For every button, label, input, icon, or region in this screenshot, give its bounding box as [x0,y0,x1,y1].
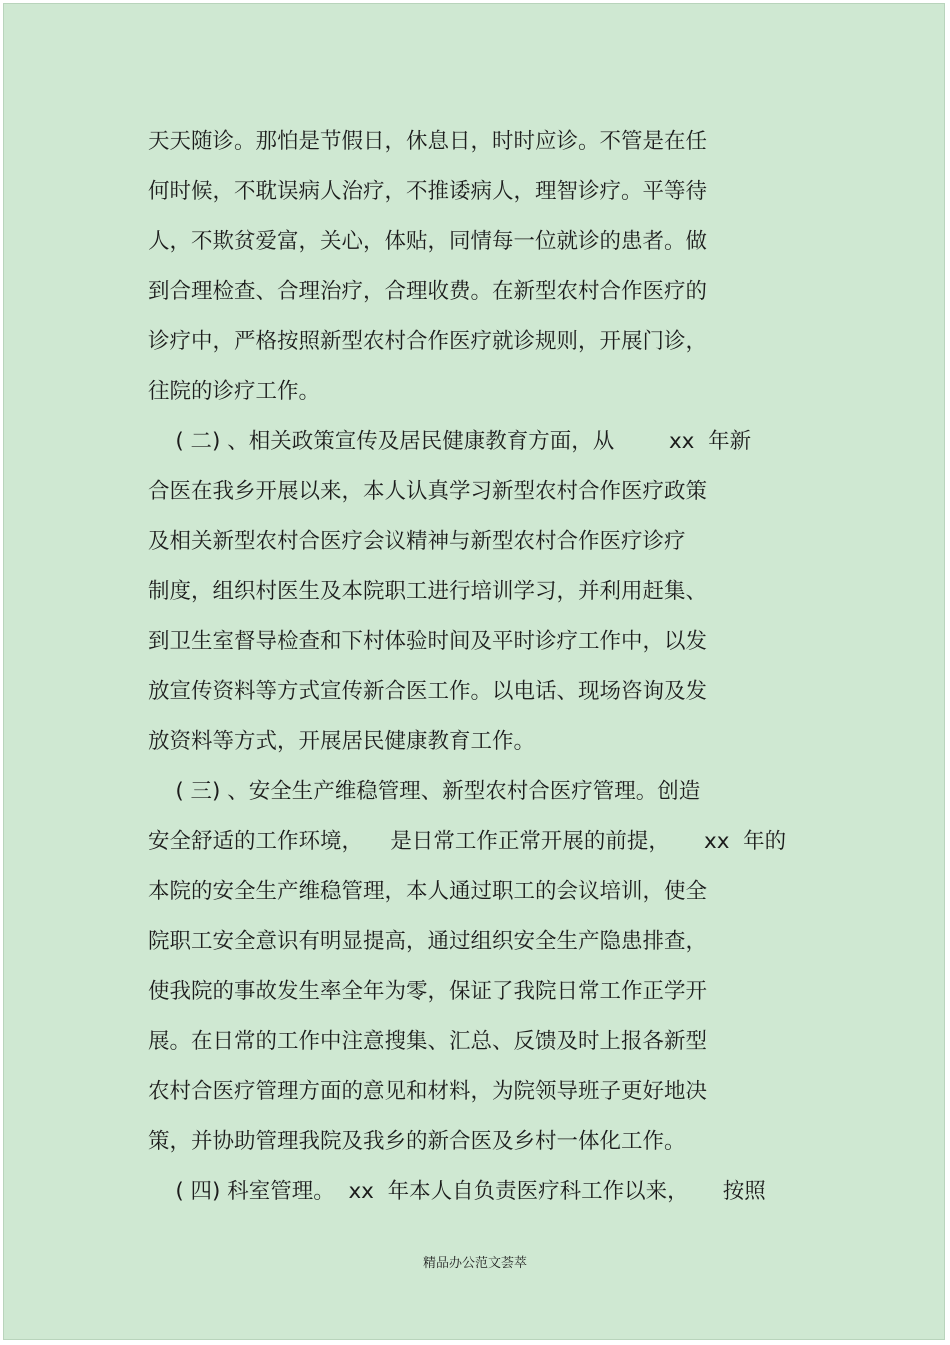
page-footer: 精品办公范文荟萃 [422,1256,527,1271]
section-heading-line: ( 四) 科室管理。 xx 年本人自负责医疗科工作以来， 按照 [148,1179,766,1204]
body-line: 本院的安全生产维稳管理，本人通过职工的会议培训，使全 [148,879,708,904]
section-heading-line: ( 三) 、安全生产维稳管理、新型农村合医疗管理。创造 [148,779,701,804]
body-line: 到合理检查、合理治疗，合理收费。在新型农村合作医疗的 [148,279,708,304]
body-line: 使我院的事故发生率全年为零，保证了我院日常工作正学开 [148,979,708,1004]
body-line: 策，并协助管理我院及我乡的新合医及乡村一体化工作。 [148,1129,686,1154]
body-line: 天天随诊。那怕是节假日，休息日，时时应诊。不管是在任 [148,129,708,154]
body-line: 安全舒适的工作环境， 是日常工作正常开展的前提， xx 年的 [148,829,787,854]
body-line: 农村合医疗管理方面的意见和材料，为院领导班子更好地决 [148,1079,708,1104]
body-line: 合医在我乡开展以来，本人认真学习新型农村合作医疗政策 [148,479,708,504]
body-line: 放宣传资料等方式宣传新合医工作。以电话、现场咨询及发 [148,679,708,704]
body-line: 诊疗中，严格按照新型农村合作医疗就诊规则，开展门诊， [148,329,708,354]
body-line: 放资料等方式，开展居民健康教育工作。 [148,729,536,754]
body-line: 人，不欺贫爱富，关心，体贴，同情每一位就诊的患者。做 [148,229,708,254]
document-page [3,3,945,1340]
body-line: 往院的诊疗工作。 [148,379,321,404]
section-heading-line: ( 二) 、相关政策宣传及居民健康教育方面，从 xx 年新 [148,429,752,454]
body-line: 何时候，不耽误病人治疗，不推诿病人，理智诊疗。平等待 [148,179,708,204]
body-line: 及相关新型农村合医疗会议精神与新型农村合作医疗诊疗 [148,529,686,554]
body-line: 院职工安全意识有明显提高，通过组织安全生产隐患排查， [148,929,708,954]
body-line: 到卫生室督导检查和下村体验时间及平时诊疗工作中，以发 [148,629,708,654]
body-line: 展。在日常的工作中注意搜集、汇总、反馈及时上报各新型 [148,1029,708,1054]
body-line: 制度，组织村医生及本院职工进行培训学习，并利用赶集、 [148,579,708,604]
